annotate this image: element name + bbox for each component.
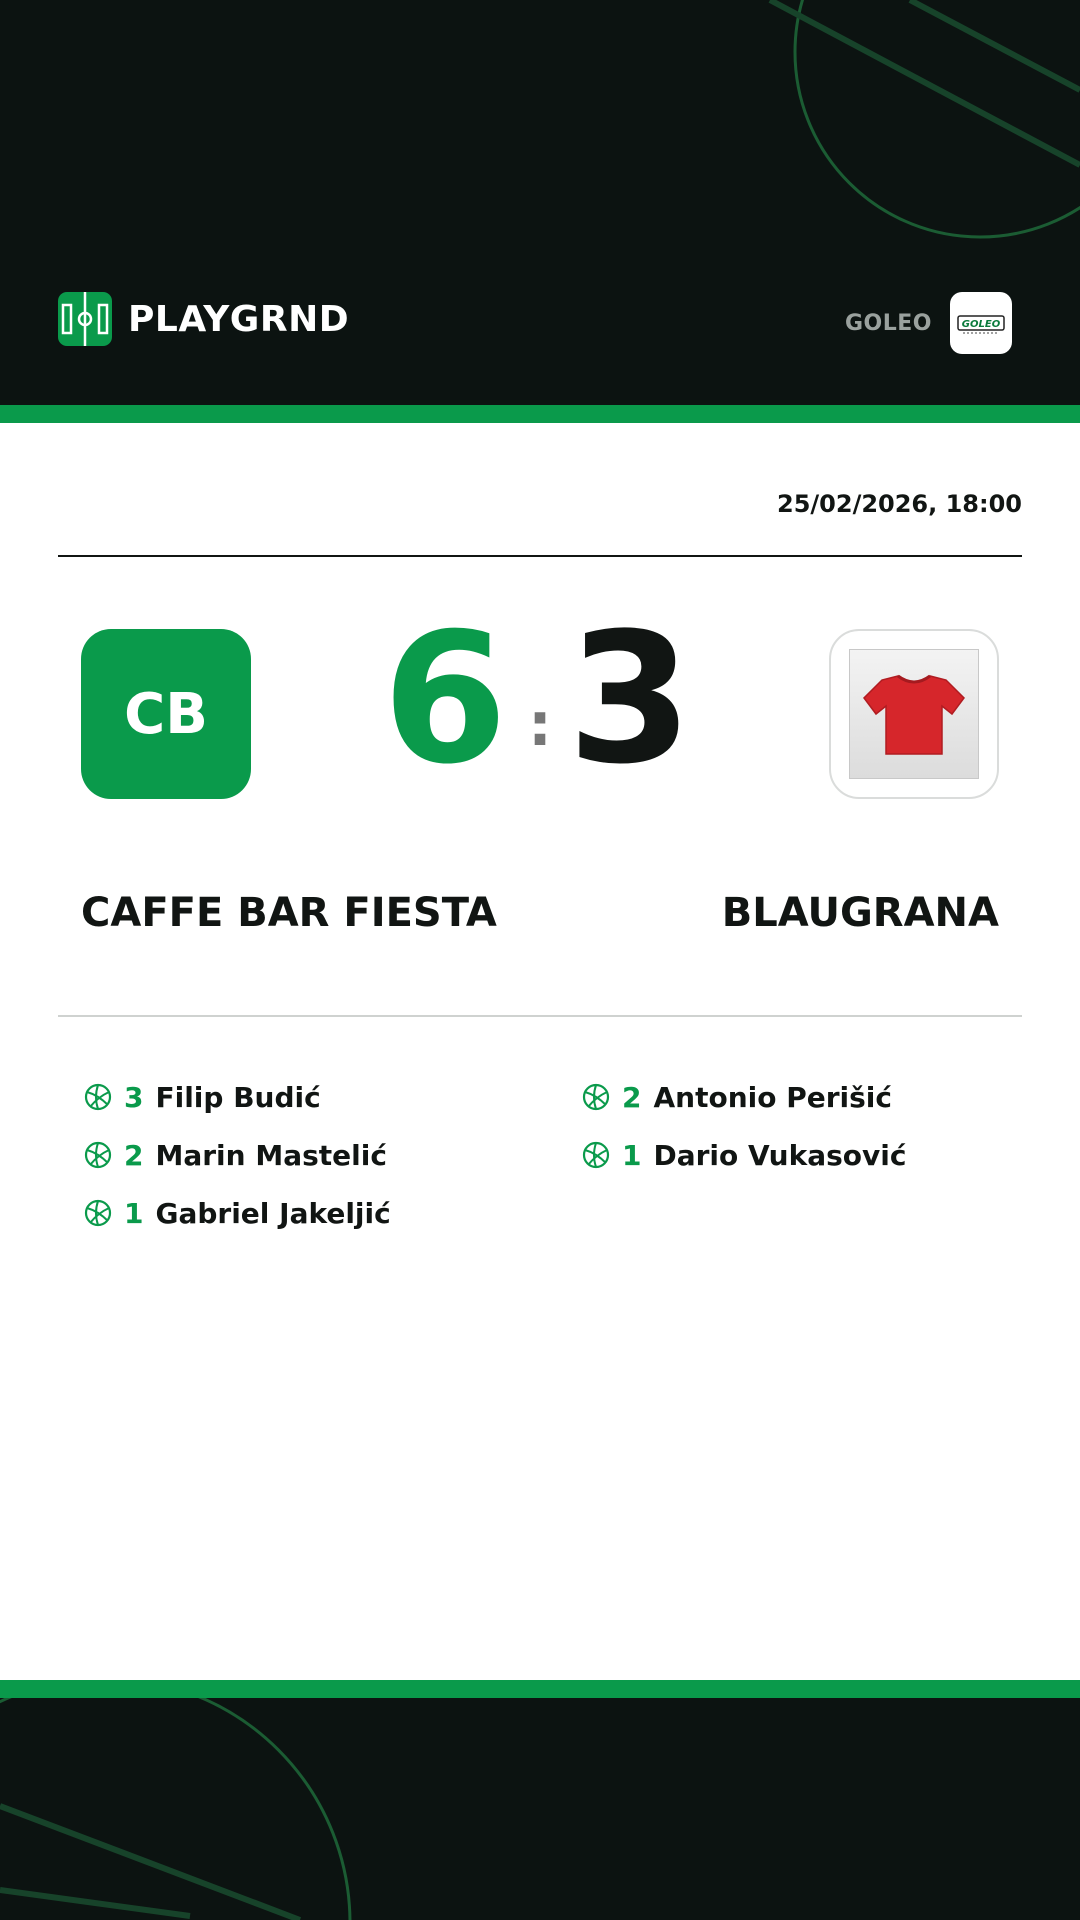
pitch-decoration <box>0 1698 1080 1920</box>
red-shirt-icon <box>849 649 979 779</box>
brand[interactable] <box>58 292 349 346</box>
home-team-name: CAFFE BAR FIESTA <box>81 890 497 936</box>
match-datetime: 25/02/2026, 18:00 <box>777 490 1022 518</box>
divider <box>58 1015 1022 1017</box>
player-name: Filip Budić <box>155 1080 321 1114</box>
goal-count: 1 <box>124 1196 144 1230</box>
player-name: Dario Vukasović <box>653 1138 907 1172</box>
goal-count: 2 <box>124 1138 144 1172</box>
away-team-name: BLAUGRANA <box>721 890 999 936</box>
volleyball-icon <box>84 1199 112 1227</box>
scorer-item <box>84 1126 544 1184</box>
away-scorers-list <box>582 1068 1042 1184</box>
volleyball-icon <box>582 1083 610 1111</box>
away-team-badge[interactable] <box>829 629 999 799</box>
scoreboard <box>380 595 700 804</box>
scorer-item <box>582 1126 1042 1184</box>
scorer-item <box>84 1068 544 1126</box>
player-name: Antonio Perišić <box>653 1080 893 1114</box>
goal-count: 2 <box>622 1080 642 1114</box>
partner-name: GOLEO <box>844 310 932 336</box>
player-name: Marin Mastelić <box>155 1138 387 1172</box>
home-scorers-list <box>84 1068 544 1242</box>
home-team-badge[interactable]: CB <box>81 629 251 799</box>
scorer-item <box>84 1184 544 1242</box>
goleo-logo <box>950 292 1012 354</box>
goal-count: 1 <box>622 1138 642 1172</box>
divider <box>58 555 1022 557</box>
score-separator: : <box>528 690 552 760</box>
volleyball-icon <box>582 1141 610 1169</box>
brand-name: PLAYGRND <box>128 298 350 340</box>
header <box>0 0 1080 405</box>
away-score: 3 <box>567 595 693 804</box>
partner-logo-text: GOLEO <box>961 319 1001 330</box>
volleyball-icon <box>84 1083 112 1111</box>
scorer-item <box>582 1068 1042 1126</box>
home-score: 6 <box>382 595 508 804</box>
footer-accent-strip <box>0 1680 1080 1698</box>
pitch-logo-icon <box>58 292 112 346</box>
header-accent-strip <box>0 405 1080 423</box>
volleyball-icon <box>84 1141 112 1169</box>
goal-count: 3 <box>124 1080 144 1114</box>
partner[interactable] <box>845 292 1012 354</box>
player-name: Gabriel Jakeljić <box>155 1196 391 1230</box>
footer <box>0 1698 1080 1920</box>
